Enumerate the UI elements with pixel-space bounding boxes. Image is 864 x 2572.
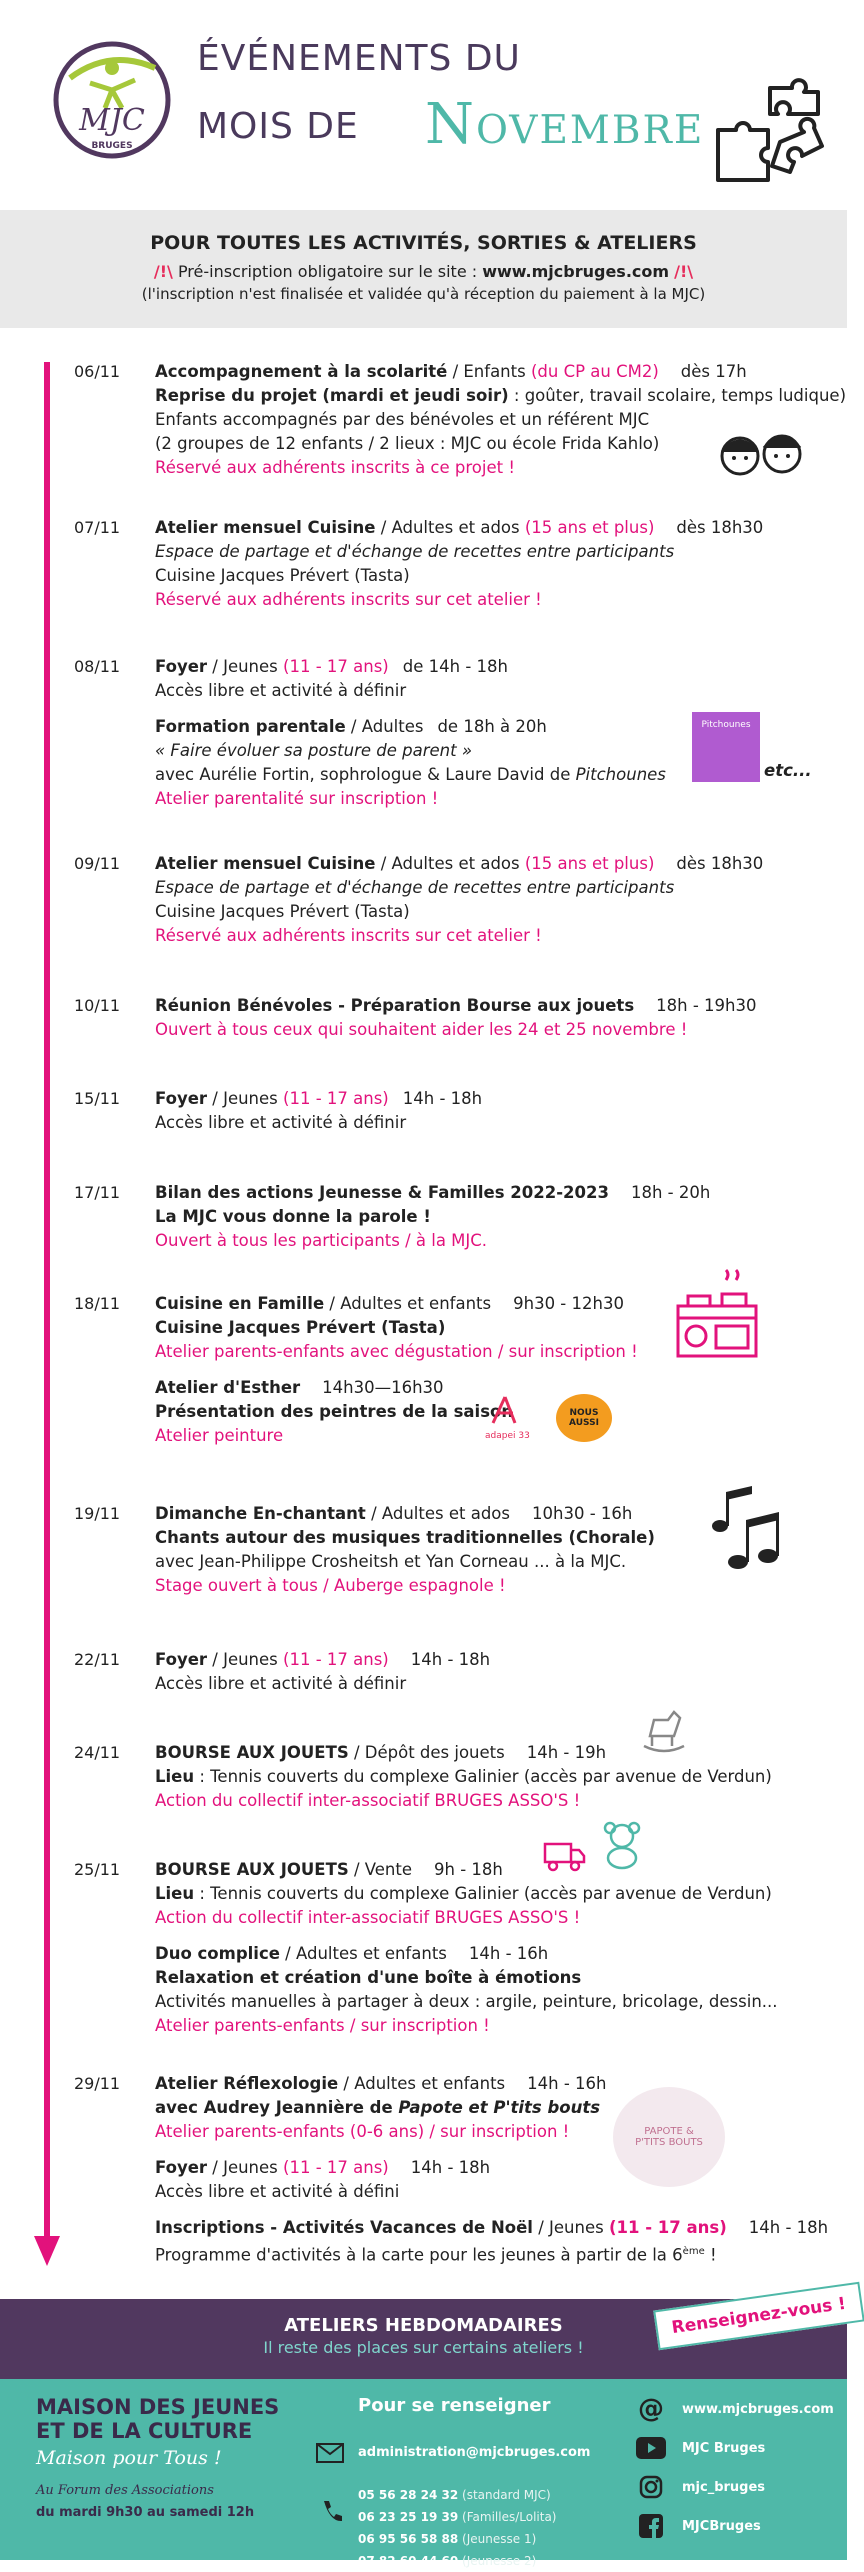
- band-subtitle: Il reste des places sur certains ateliers !: [263, 2338, 584, 2357]
- event-date: 24/11: [74, 1743, 121, 1762]
- event-date: 09/11: [74, 854, 121, 873]
- event-date: 19/11: [74, 1504, 121, 1523]
- phone-number[interactable]: 06 23 25 19 39: [358, 2510, 459, 2524]
- event-date: 25/11: [74, 1860, 121, 1879]
- location: Au Forum des Associations: [36, 2483, 214, 2498]
- adapei-label: adapei 33: [485, 1431, 530, 1441]
- nous-aussi-logo: NOUS AUSSI: [556, 1394, 612, 1442]
- footer: [0, 2379, 847, 2568]
- event-date: 29/11: [74, 2074, 121, 2093]
- event-reflexologie: Atelier Réflexologie / Adultes et enfants 14h - 16h avec Audrey Jeannière de Papote et P'tits bouts Atelier parents-enfants (0-6 ans) / sur inscription ! Foyer / Jeunes (11 - 17 ans) 14h - 18h Accès libre et activité à défini Inscriptions - Activités Vacances de Noël / Jeunes (11 - 17 ans) 14h - 18h Programme d'activités à la carte pour les jeunes à partir de la 6ème !: [155, 2074, 829, 2265]
- slogan: Maison pour Tous !: [36, 2447, 222, 2469]
- teddy-bear-icon: [600, 1820, 644, 1870]
- event-foyer-2: Foyer / Jeunes (11 - 17 ans) 14h - 18h Accès libre et activité à définir: [155, 1089, 483, 1132]
- social-instagram[interactable]: mjc_bruges: [636, 2473, 765, 2501]
- site-link[interactable]: www.mjcbruges.com: [482, 262, 670, 281]
- rocking-horse-icon: [640, 1706, 688, 1756]
- social-youtube[interactable]: MJC Bruges: [636, 2434, 765, 2462]
- event-foyer-3: Foyer / Jeunes (11 - 17 ans) 14h - 18h Accès libre et activité à définir: [155, 1650, 491, 1693]
- event-reunion-benevoles: Réunion Bénévoles - Préparation Bourse aux jouets 18h - 19h30 Ouvert à tous ceux qui souhaitent aider les 24 et 25 novembre !: [155, 996, 757, 1039]
- instagram-icon: [636, 2473, 666, 2501]
- email-link[interactable]: administration@mjcbruges.com: [358, 2445, 591, 2460]
- kitchen-icon: [674, 1270, 760, 1360]
- event-date: 17/11: [74, 1183, 121, 1202]
- youtube-icon: [636, 2434, 666, 2462]
- social-web[interactable]: @ www.mjcbruges.com: [638, 2394, 834, 2424]
- event-date: 18/11: [74, 1294, 121, 1313]
- title-line-1: ÉVÉNEMENTS DU: [197, 38, 521, 79]
- phone-number[interactable]: 06 95 56 58 88: [358, 2532, 459, 2546]
- info-title: Pour se renseigner: [358, 2395, 551, 2416]
- event-cuisine-2: Atelier mensuel Cuisine / Adultes et ados (15 ans et plus) dès 18h30 Espace de partage et d'échange de recettes entre participants Cuisine Jacques Prévert (Tasta) Réservé aux adhérents inscrits sur cet atelier !: [155, 854, 764, 945]
- toy-truck-icon: [541, 1838, 587, 1874]
- music-notes-icon: [708, 1484, 780, 1572]
- phone-list: 05 56 28 24 32 (standard MJC) 06 23 25 19 39 (Familles/Lolita) 06 95 56 58 88 (Jeunesse 1) 07 82 60 44 60 (Jeunesse 2): [358, 2488, 557, 2568]
- notice-title: POUR TOUTES LES ACTIVITÉS, SORTIES & ATELIERS: [150, 232, 697, 254]
- event-cuisine-1: Atelier mensuel Cuisine / Adultes et ados (15 ans et plus) dès 18h30 Espace de partage et d'échange de recettes entre participants Cuisine Jacques Prévert (Tasta) Réservé aux adhérents inscrits sur cet atelier !: [155, 518, 764, 609]
- title-line-2: MOIS DE: [197, 106, 359, 147]
- warning-icon: /!\: [674, 262, 694, 281]
- mjc-logo: [50, 38, 175, 163]
- at-icon: @: [638, 2394, 664, 2424]
- event-bilan: Bilan des actions Jeunesse & Familles 2022-2023 18h - 20h La MJC vous donne la parole ! Ouvert à tous les participants / à la MJC.: [155, 1183, 711, 1250]
- notice-sub: (l'inscription n'est finalisée et validée qu'à réception du paiement à la MJC): [141, 285, 706, 303]
- event-bourse-depot: BOURSE AUX JOUETS / Dépôt des jouets 14h - 19h Lieu : Tennis couverts du complexe Galinier (accès par avenue de Verdun) Action du collectif inter-associatif BRUGES ASSO'S !: [155, 1743, 772, 1810]
- phone-icon: [320, 2499, 344, 2523]
- kids-faces-icon: [710, 424, 810, 480]
- svg-text:BRUGES: BRUGES: [91, 141, 133, 151]
- puzzle-icon: [708, 80, 828, 190]
- event-cuisine-famille: Cuisine en Famille / Adultes et enfants 9h30 - 12h30 Cuisine Jacques Prévert (Tasta) Atelier parents-enfants avec dégustation / sur inscription ! Atelier d'Esther 14h30—16h30 Présentation des peintres de la saison Atelier peinture: [155, 1294, 638, 1445]
- event-dimanche-enchantant: Dimanche En-chantant / Adultes et ados 10h30 - 16h Chants autour des musiques traditionnelles (Chorale) avec Jean-Philippe Crosheitsh et Yan Corneau ... à la MJC. Stage ouvert à tous / Auberge espagnole !: [155, 1504, 655, 1595]
- page-header: [0, 0, 847, 210]
- month-title: Novembre: [425, 92, 705, 157]
- event-date: 06/11: [74, 362, 121, 381]
- adapei-logo: [485, 1393, 525, 1433]
- notice-line: /!\ Pré-inscription obligatoire sur le site : www.mjcbruges.com /!\: [153, 262, 694, 281]
- warning-icon: /!\: [153, 262, 173, 281]
- social-facebook[interactable]: MJCBruges: [636, 2512, 761, 2540]
- phone-number[interactable]: 07 82 60 44 60: [358, 2554, 459, 2568]
- event-date: 10/11: [74, 996, 121, 1015]
- timeline-arrow: [34, 2236, 60, 2266]
- etc-text: etc...: [764, 761, 812, 780]
- pitchounes-logo: Pitchounes: [692, 712, 760, 782]
- event-date: 22/11: [74, 1650, 121, 1669]
- event-bourse-vente: BOURSE AUX JOUETS / Vente 9h - 18h Lieu : Tennis couverts du complexe Galinier (accès par avenue de Verdun) Action du collectif inter-associatif BRUGES ASSO'S ! Duo complice / Adultes et enfants 14h - 16h Relaxation et création d'une boîte à émotions Activités manuelles à partager à deux : argile, peinture, bricolage, dessin... Atelier parents-enfants / sur inscription !: [155, 1860, 778, 2035]
- svg-text:MJC: MJC: [79, 103, 145, 138]
- org-name: MAISON DES JEUNES ET DE LA CULTURE: [36, 2395, 280, 2443]
- opening-hours: du mardi 9h30 au samedi 12h: [36, 2505, 255, 2520]
- event-scolarite: Accompagnement à la scolarité / Enfants (du CP au CM2) dès 17h Reprise du projet (mardi et jeudi soir) : goûter, travail scolaire, temps ludique) Enfants accompagnés par des bénévoles et un référent MJC (2 groupes de 12 enfants / 2 lieux : MJC ou école Frida Kahlo) Réservé aux adhérents inscrits à ce projet !: [155, 362, 847, 477]
- event-date: 08/11: [74, 657, 121, 676]
- band-title: ATELIERS HEBDOMADAIRES: [284, 2315, 563, 2336]
- papote-logo: PAPOTE & P'TITS BOUTS: [613, 2087, 725, 2187]
- registration-notice: [0, 210, 847, 328]
- event-date: 15/11: [74, 1089, 121, 1108]
- event-date: 07/11: [74, 518, 121, 537]
- info-tag: Renseignez-vous !: [653, 2282, 864, 2351]
- mail-icon: [316, 2443, 344, 2463]
- timeline-bar: [44, 362, 50, 2242]
- facebook-icon: [636, 2512, 666, 2540]
- event-foyer-1: Foyer / Jeunes (11 - 17 ans) de 14h - 18h Accès libre et activité à définir Formation parentale / Adultes de 18h à 20h « Faire évoluer sa posture de parent » avec Aurélie Fortin, sophrologue & Laure David de Pitchounes Atelier parentalité sur inscription !: [155, 657, 666, 808]
- phone-number[interactable]: 05 56 28 24 32: [358, 2488, 459, 2502]
